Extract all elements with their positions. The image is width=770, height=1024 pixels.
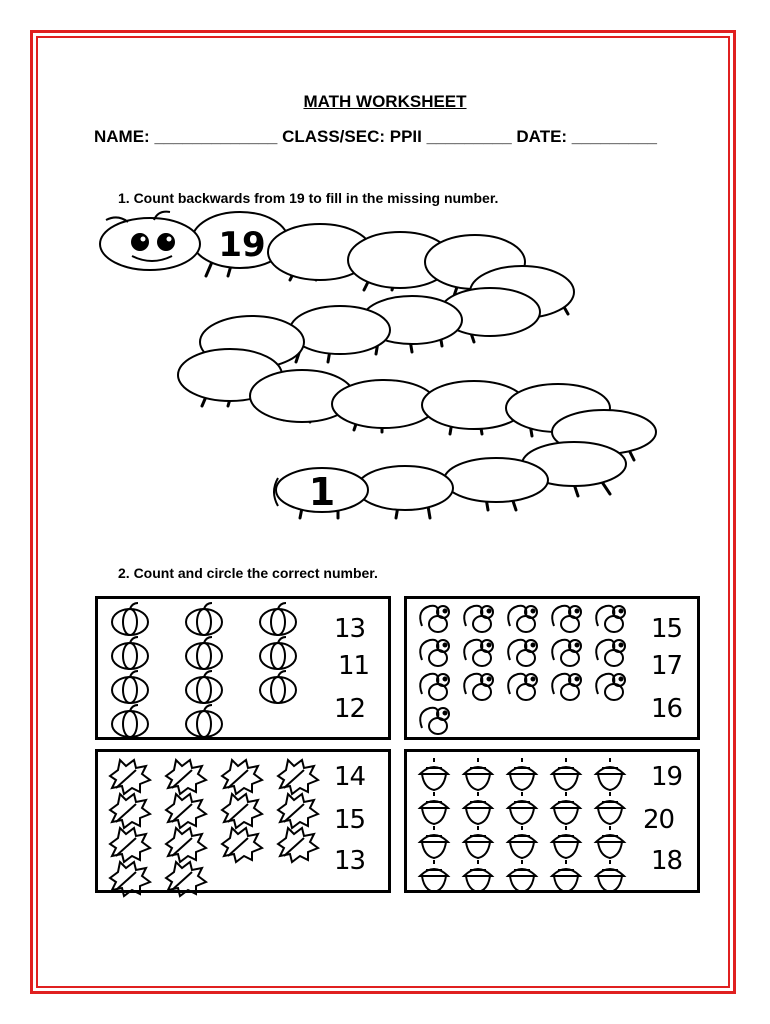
acorn-icon (464, 826, 492, 858)
acorn-icon (596, 826, 624, 858)
leaf-icon (222, 794, 262, 828)
acorn-icon (420, 860, 448, 892)
acorn-icon (420, 826, 448, 858)
squirrel-icon (596, 606, 625, 632)
option-number[interactable]: 13 (334, 846, 366, 876)
squirrel-icon (552, 674, 581, 700)
squirrel-icon (596, 640, 625, 666)
option-number[interactable]: 17 (651, 651, 683, 681)
option-number[interactable]: 15 (651, 614, 683, 644)
acorn-icon (552, 758, 580, 790)
leaf-icon (110, 794, 150, 828)
leaf-icon (166, 862, 206, 896)
caterpillar-end-number: 1 (308, 470, 336, 514)
option-number[interactable]: 18 (651, 846, 683, 876)
student-info-line: NAME: _____________ CLASS/SEC: PPII _________ DATE: _________ (94, 127, 657, 146)
question-2-text: 2. Count and circle the correct number. (118, 565, 378, 581)
squirrel-icon (552, 640, 581, 666)
squirrel-icon (420, 708, 449, 734)
leaf-icon (166, 794, 206, 828)
option-number[interactable]: 20 (643, 805, 675, 835)
squirrel-icon (464, 640, 493, 666)
leaf-icon (278, 794, 318, 828)
squirrel-icon (420, 674, 449, 700)
squirrel-icon (508, 640, 537, 666)
squirrel-icon (420, 606, 449, 632)
acorn-icon (552, 860, 580, 892)
acorn-icon (464, 758, 492, 790)
acorn-icon (420, 792, 448, 824)
leaf-icon (222, 828, 262, 862)
acorn-icon (508, 860, 536, 892)
option-number[interactable]: 11 (338, 651, 370, 681)
squirrel-icon (508, 606, 537, 632)
leaf-icon (110, 862, 150, 896)
acorn-icon (596, 860, 624, 892)
pumpkin-icon (260, 603, 296, 635)
pumpkin-icon (186, 603, 222, 635)
pumpkin-icon (112, 637, 148, 669)
squirrel-icon (464, 606, 493, 632)
pumpkin-icon (186, 705, 222, 737)
acorn-icon (596, 792, 624, 824)
leaf-icon (278, 760, 318, 794)
pumpkin-icon (112, 671, 148, 703)
acorn-icon (552, 826, 580, 858)
option-number[interactable]: 13 (334, 614, 366, 644)
pumpkin-icon (186, 671, 222, 703)
leaf-icon (278, 828, 318, 862)
acorn-icon (420, 758, 448, 790)
worksheet-title: MATH WORKSHEET (303, 92, 467, 111)
option-number[interactable]: 19 (651, 762, 683, 792)
pumpkin-icon (260, 637, 296, 669)
pumpkin-icon (260, 671, 296, 703)
pumpkin-icon (112, 705, 148, 737)
option-number[interactable]: 12 (334, 694, 366, 724)
question-1-text: 1. Count backwards from 19 to fill in the missing number. (118, 190, 499, 206)
squirrel-icon (420, 640, 449, 666)
caterpillar-start-number: 19 (218, 225, 266, 265)
option-number[interactable]: 15 (334, 805, 366, 835)
squirrel-icon (464, 674, 493, 700)
acorn-icon (464, 860, 492, 892)
acorn-icon (508, 826, 536, 858)
pumpkin-icon (186, 637, 222, 669)
squirrel-icon (508, 674, 537, 700)
leaf-icon (166, 760, 206, 794)
acorn-icon (596, 758, 624, 790)
leaf-icon (222, 760, 262, 794)
leaf-icon (110, 828, 150, 862)
acorn-icon (508, 792, 536, 824)
pumpkin-icon (112, 603, 148, 635)
leaf-icon (166, 828, 206, 862)
acorn-icon (464, 792, 492, 824)
squirrel-icon (596, 674, 625, 700)
acorn-icon (552, 792, 580, 824)
squirrel-icon (552, 606, 581, 632)
option-number[interactable]: 16 (651, 694, 683, 724)
leaf-icon (110, 760, 150, 794)
acorn-icon (508, 758, 536, 790)
option-number[interactable]: 14 (334, 762, 366, 792)
